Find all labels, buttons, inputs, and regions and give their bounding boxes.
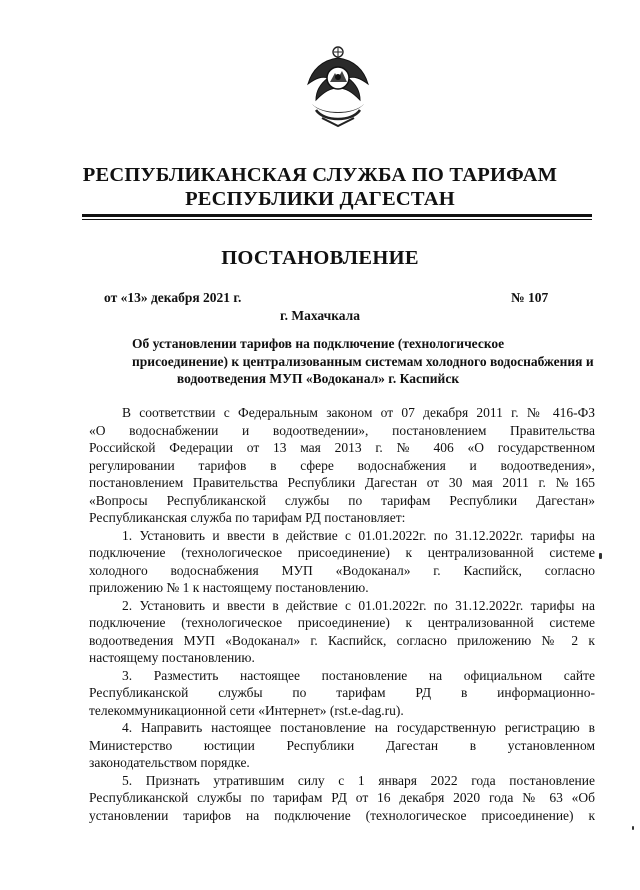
body-line: приложению № 1 к настоящему постановлению. <box>89 580 369 595</box>
body-line: Республиканская служба по тарифам РД постановляет: <box>89 510 406 525</box>
body-line: 5. Признать утратившим силу с 1 января 2022 года постановление <box>122 772 595 788</box>
body-line: установлении тарифов на подключение (технологическое присоединение) к <box>89 807 595 823</box>
header-divider-thick <box>82 214 592 217</box>
body-line: Российской Федерации от 13 мая 2013 г. № 406 «О государственном <box>89 440 595 455</box>
document-number: № 107 <box>511 290 549 305</box>
body-line: Министерство юстиции Республики Дагестан в установленном <box>89 737 595 753</box>
body-line: 1. Установить и ввести в действие с 01.01.2022г. по 31.12.2022г. тарифы на <box>122 527 595 543</box>
body-line: «Вопросы Республиканской службы по тарифам Республики Дагестан» <box>89 492 595 508</box>
body-line: регулировании тарифов в сфере водоснабжения и водоотведения», <box>89 457 595 473</box>
body-line: Республиканской службы по тарифам РД в информационно- <box>89 685 595 700</box>
document-city: г. Махачкала <box>279 308 360 323</box>
body-line: водоотведения МУП «Водоканал» г. Каспийск, согласно приложению № 2 к <box>89 632 595 648</box>
document-body <box>89 404 595 824</box>
body-line: настоящему постановлению. <box>89 650 255 665</box>
subject-line: водоотведения МУП «Водоканал» г. Каспийск <box>176 371 460 386</box>
organization-title-line-1: РЕСПУБЛИКАНСКАЯ СЛУЖБА ПО ТАРИФАМ <box>82 164 558 186</box>
body-line: 3. Разместить настоящее постановление на официальном сайте <box>122 667 595 683</box>
document-date: от «13» декабря 2021 г. <box>104 290 242 305</box>
subject-line: присоединение) к централизованным системам холодного водоснабжения и <box>132 353 594 369</box>
body-line: В соответствии с Федеральным законом от 07 декабря 2011 г. № 416-ФЗ <box>122 405 595 420</box>
body-line: постановлением Правительства Республики Дагестан от 30 мая 2011 г. №165 <box>89 475 595 490</box>
scan-speck <box>632 826 634 830</box>
document-type-title: ПОСТАНОВЛЕНИЕ <box>221 247 419 269</box>
body-line: холодного водоснабжения МУП «Водоканал» г. Каспийск, согласно <box>89 562 595 578</box>
body-line: подключение (технологическое присоединение) к централизованной системе <box>89 615 595 630</box>
subject-line: Об установлении тарифов на подключение (технологическое <box>132 336 505 351</box>
body-line: 4. Направить настоящее постановление на государственную регистрацию в <box>122 720 595 735</box>
organization-title-line-2: РЕСПУБЛИКИ ДАГЕСТАН <box>185 188 455 210</box>
body-line: «О водоснабжении и водоотведении», постановлением Правительства <box>89 422 595 438</box>
body-line: Республиканской службы по тарифам РД от 16 декабря 2020 года № 63 «Об <box>89 790 595 805</box>
body-line: законодательством порядке. <box>89 755 250 770</box>
body-line: подключение (технологическое присоединение) к централизованной системе <box>89 545 595 560</box>
header-divider-thin <box>82 219 592 220</box>
body-line: 2. Установить и ввести в действие с 01.01.2022г. по 31.12.2022г. тарифы на <box>122 597 595 613</box>
document-subject <box>132 335 594 388</box>
scan-speck <box>599 553 602 559</box>
coat-of-arms-icon <box>302 44 374 128</box>
body-line: телекоммуникационной сети «Интернет» (rst.e-dag.ru). <box>89 702 404 718</box>
